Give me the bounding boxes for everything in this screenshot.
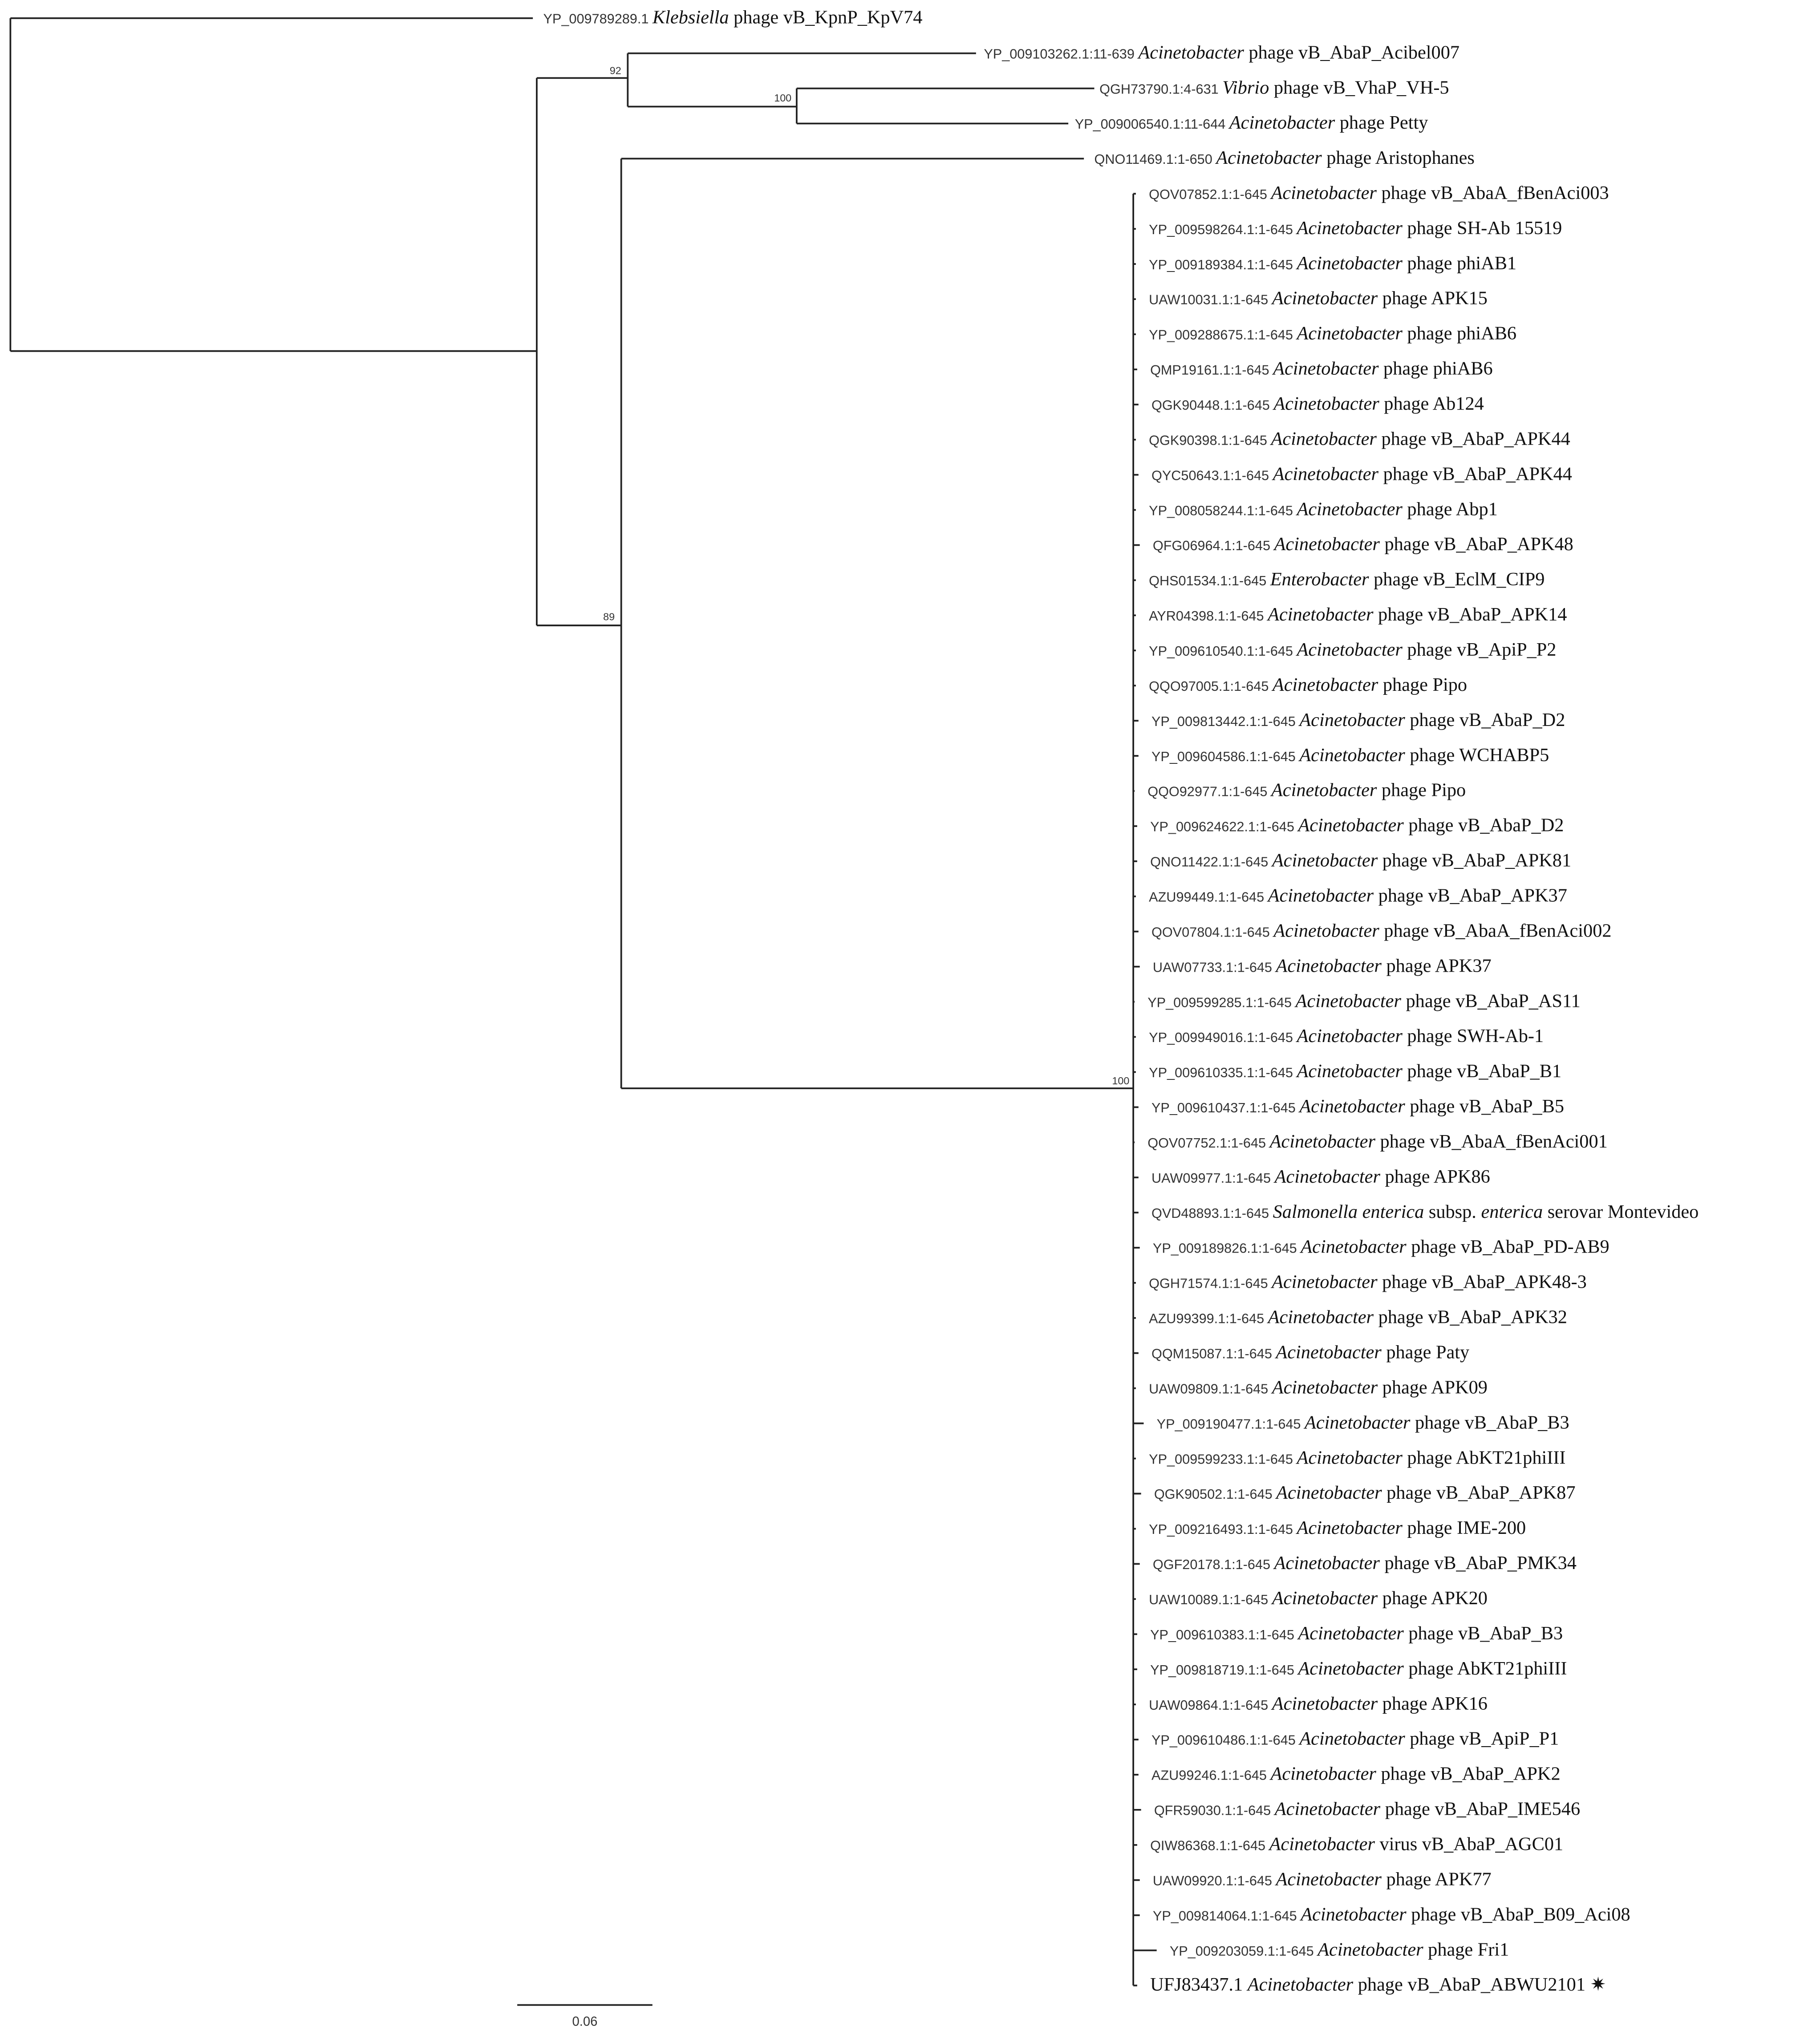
genus-name: Acinetobacter [1274, 1553, 1380, 1574]
subspecies-name: enterica [1481, 1201, 1543, 1222]
organism-name: phage vB_AbaP_B1 [1402, 1061, 1562, 1082]
leaf-label [1149, 1447, 1565, 1468]
genus-name: Acinetobacter [1297, 1061, 1403, 1082]
organism-name: phage Petty [1335, 112, 1428, 134]
leaf-label [1149, 1588, 1488, 1609]
leaf-label [1149, 885, 1567, 906]
genus-name: Vibrio [1222, 77, 1269, 98]
leaf-label [1149, 288, 1488, 309]
leaf-label [1151, 1764, 1561, 1784]
accession-id: YP_009610437.1:1-645 [1151, 1100, 1300, 1116]
genus-name: Acinetobacter [1297, 1447, 1403, 1468]
accession-id: YP_009006540.1:11-644 [1074, 117, 1229, 132]
accession-id: QIW86368.1:1-645 [1150, 1838, 1269, 1853]
genus-name: Acinetobacter [1297, 639, 1403, 660]
leaf-label [1147, 1131, 1608, 1152]
accession-id: UAW07733.1:1-645 [1152, 960, 1276, 975]
leaf-label [1150, 815, 1564, 836]
accession-id: QFR59030.1:1-645 [1154, 1803, 1275, 1818]
genus-name: Acinetobacter [1297, 1517, 1403, 1539]
accession-id: UAW09864.1:1-645 [1149, 1697, 1272, 1713]
accession-id: YP_009203059.1:1-645 [1169, 1943, 1318, 1959]
leaf-ticks [1133, 194, 1157, 1985]
organism-name: phage vB_VhaP_VH-5 [1269, 77, 1449, 98]
accession-id: QQO97005.1:1-645 [1149, 678, 1273, 694]
genus-name: Acinetobacter [1271, 428, 1377, 450]
accession-id: UAW10031.1:1-645 [1149, 292, 1272, 308]
accession-id: AYR04398.1:1-645 [1149, 608, 1268, 624]
accession-id: QOV07804.1:1-645 [1151, 925, 1274, 940]
leaf-label [1153, 955, 1492, 976]
accession-id: QMP19161.1:1-645 [1150, 362, 1273, 378]
genus-name: Acinetobacter [1271, 182, 1377, 203]
leaf-label [1170, 1939, 1509, 1960]
accession-id: QNO11422.1:1-645 [1150, 854, 1272, 870]
genus-name: Acinetobacter [1272, 674, 1378, 695]
organism-name: phage vB_AbaA_fBenAci002 [1379, 920, 1612, 941]
accession-id: YP_009610540.1:1-645 [1149, 643, 1297, 659]
leaf-label [1147, 780, 1466, 801]
bootstrap-100-main: 100 [1112, 1075, 1130, 1087]
leaf-label [1151, 1096, 1564, 1117]
accession-id: YP_009789289.1 [543, 11, 653, 27]
organism-name: phage vB_AbaP_APK2 [1376, 1763, 1561, 1784]
organism-name: phage IME-200 [1402, 1517, 1526, 1539]
accession-id: YP_009813442.1:1-645 [1151, 714, 1300, 729]
organism-name: phage vB_AbaA_fBenAci001 [1375, 1131, 1608, 1152]
organism-name: phage APK86 [1380, 1166, 1490, 1187]
genus-name: Acinetobacter [1274, 534, 1380, 555]
accession-id: QGK90398.1:1-645 [1149, 433, 1271, 448]
accession-id: UAW09920.1:1-645 [1152, 1873, 1276, 1889]
genus-name: Acinetobacter [1305, 1412, 1411, 1433]
leaf-label [1151, 463, 1572, 484]
leaf-labels [543, 7, 1699, 1995]
genus-name: Acinetobacter [1269, 1833, 1375, 1855]
accession-id: UFJ83437.1 [1150, 1974, 1248, 1995]
leaf-label [984, 42, 1459, 63]
accession-id: YP_009610335.1:1-645 [1149, 1065, 1297, 1081]
accession-id: QNO11469.1:1-650 [1094, 152, 1216, 167]
leaf-label [1149, 182, 1609, 203]
leaf-label [1149, 674, 1467, 695]
genus-name: Acinetobacter [1272, 850, 1378, 871]
organism-name: phage SWH-Ab-1 [1402, 1026, 1544, 1047]
genus-name: Acinetobacter [1229, 112, 1335, 134]
organism-name: phage vB_AbaA_fBenAci003 [1376, 182, 1609, 203]
organism-name: phage vB_AbaP_B09_Aci08 [1406, 1904, 1630, 1925]
accession-id: YP_009216493.1:1-645 [1149, 1522, 1297, 1537]
bootstrap-89: 89 [603, 611, 615, 623]
organism-name: phage APK09 [1378, 1377, 1488, 1398]
accession-id: QHS01534.1:1-645 [1149, 573, 1270, 589]
leaf-label [1151, 1166, 1490, 1187]
accession-id: QOV07852.1:1-645 [1149, 187, 1271, 202]
accession-id: UAW09977.1:1-645 [1151, 1170, 1275, 1186]
genus-name: Acinetobacter [1295, 990, 1401, 1012]
organism-name: phage vB_AbaP_APK87 [1382, 1482, 1576, 1504]
leaf-label [1075, 112, 1428, 133]
leaf-label [1149, 639, 1556, 660]
accession-id: YP_009949016.1:1-645 [1149, 1030, 1297, 1046]
scale-bar-label: 0.06 [572, 2015, 598, 2029]
genus-name: Acinetobacter [1298, 1658, 1404, 1679]
accession-id: YP_009288675.1:1-645 [1149, 327, 1297, 343]
organism-name: phage vB_AbaP_APK44 [1376, 428, 1570, 450]
leaf-label [1099, 77, 1449, 98]
leaf-label [1151, 1201, 1699, 1222]
accession-id: AZU99449.1:1-645 [1149, 889, 1268, 905]
accession-id: YP_008058244.1:1-645 [1149, 503, 1297, 519]
leaf-label [1149, 1272, 1587, 1293]
organism-name: phage vB_AbaP_Acibel007 [1244, 42, 1460, 63]
organism-name: phage phiAB6 [1402, 323, 1517, 344]
organism-name: phage Pipo [1377, 779, 1466, 801]
organism-name: phage APK77 [1381, 1869, 1492, 1890]
organism-name: phage APK15 [1378, 288, 1488, 309]
leaf-label [1149, 253, 1516, 274]
genus-name: Acinetobacter [1297, 499, 1403, 520]
leaf-label [1150, 1834, 1563, 1855]
accession-id: YP_009598264.1:1-645 [1149, 222, 1297, 237]
organism-name: phage vB_ApiP_P1 [1405, 1728, 1559, 1749]
genus-name: Acinetobacter [1273, 393, 1379, 414]
genus-name: Acinetobacter [1272, 1377, 1378, 1398]
genus-name: Acinetobacter [1299, 709, 1405, 730]
tree-branches [10, 18, 1133, 2005]
accession-id: YP_009610383.1:1-645 [1150, 1627, 1298, 1642]
organism-name: phage Fri1 [1423, 1939, 1509, 1960]
organism-name: virus vB_AbaP_AGC01 [1374, 1833, 1564, 1855]
leaf-label [1153, 1553, 1577, 1574]
organism-name: phage vB_EclM_CIP9 [1369, 569, 1545, 590]
leaf-label [1151, 745, 1549, 766]
organism-name: phage APK37 [1381, 955, 1492, 977]
organism-name: phage Paty [1381, 1342, 1470, 1363]
accession-id: YP_009604586.1:1-645 [1151, 749, 1300, 764]
organism-name: phage AbKT21phiIII [1402, 1447, 1566, 1468]
accession-id: YP_009189826.1:1-645 [1152, 1241, 1301, 1256]
leaf-label [1153, 534, 1573, 555]
leaf-label [1150, 358, 1493, 379]
genus-name: Enterobacter [1270, 569, 1369, 590]
leaf-label [1157, 1412, 1569, 1433]
genus-name: Acinetobacter [1273, 358, 1379, 379]
leaf-label [1147, 990, 1581, 1011]
genus-name: Acinetobacter [1269, 1131, 1375, 1152]
genus-name: Acinetobacter [1273, 463, 1379, 485]
accession-id: YP_009814064.1:1-645 [1152, 1908, 1301, 1924]
organism-name: phage WCHABP5 [1405, 744, 1549, 766]
leaf-label [1151, 1342, 1469, 1363]
leaf-label [1150, 1974, 1606, 1995]
organism-name: phage APK20 [1378, 1588, 1488, 1609]
leaf-label [543, 7, 922, 28]
genus-name: Acinetobacter [1297, 323, 1403, 344]
accession-id: UAW09809.1:1-645 [1149, 1381, 1272, 1397]
genus-name: Acinetobacter [1276, 1482, 1382, 1504]
genus-name: Acinetobacter [1298, 815, 1404, 836]
accession-id: QGK90448.1:1-645 [1151, 397, 1274, 413]
organism-name: phage vB_AbaP_APK44 [1378, 463, 1572, 485]
accession-id: QQO92977.1:1-645 [1147, 784, 1271, 799]
accession-id: QQM15087.1:1-645 [1151, 1346, 1276, 1362]
organism-name: phage vB_AbaP_IME546 [1380, 1798, 1581, 1820]
organism-name: phage vB_AbaP_B3 [1403, 1622, 1563, 1644]
leaf-label [1149, 569, 1545, 590]
genus-name: Acinetobacter [1301, 1904, 1407, 1925]
bootstrap-92: 92 [609, 65, 621, 77]
leaf-label [1149, 1307, 1567, 1328]
leaf-label [1153, 1237, 1609, 1257]
accession-id: YP_009624622.1:1-645 [1150, 819, 1298, 835]
organism-name: phage vB_KpnP_KpV74 [729, 7, 923, 28]
leaf-label [1149, 1061, 1561, 1082]
accession-id: UAW10089.1:1-645 [1149, 1592, 1272, 1608]
genus-name: Acinetobacter [1297, 252, 1403, 274]
accession-id: YP_009599285.1:1-645 [1147, 995, 1296, 1010]
leaf-label [1095, 147, 1475, 168]
genus-name: Acinetobacter [1272, 288, 1378, 309]
leaf-label [1149, 1026, 1544, 1046]
genus-name: Acinetobacter [1271, 779, 1377, 801]
leaf-label [1153, 1869, 1492, 1890]
organism-name: phage phiAB1 [1402, 252, 1517, 274]
genus-name: Acinetobacter [1299, 744, 1405, 766]
organism-name: phage vB_AbaP_APK32 [1374, 1306, 1567, 1328]
genus-name: Acinetobacter [1299, 1728, 1405, 1749]
leaf-label [1149, 604, 1567, 625]
genus-name: Acinetobacter [1273, 920, 1379, 941]
highlight-star-icon: ✷ [1585, 1974, 1606, 1995]
organism-name: phage vB_AbaP_APK48 [1379, 534, 1573, 555]
genus-name: Acinetobacter [1297, 217, 1403, 239]
organism-name: phage Abp1 [1402, 499, 1498, 520]
organism-name: phage Ab124 [1379, 393, 1484, 414]
accession-id: QOV07752.1:1-645 [1147, 1135, 1270, 1151]
genus-name: Acinetobacter [1276, 1342, 1382, 1363]
leaf-label [1149, 323, 1516, 344]
accession-id: AZU99246.1:1-645 [1151, 1768, 1271, 1783]
accession-id: QYC50643.1:1-645 [1151, 468, 1273, 483]
genus-name: Acinetobacter [1301, 1236, 1407, 1257]
genus-name: Acinetobacter [1247, 1974, 1354, 1995]
leaf-label [1150, 850, 1571, 871]
organism-name: subsp. [1424, 1201, 1481, 1222]
bootstrap-100-vibrio-petty: 100 [774, 92, 792, 104]
leaf-label [1154, 1799, 1580, 1820]
leaf-label [1151, 1728, 1559, 1749]
leaf-label [1151, 710, 1565, 730]
organism-name: phage vB_ApiP_P2 [1402, 639, 1557, 660]
leaf-label [1149, 1517, 1526, 1538]
genus-name: Acinetobacter [1276, 1869, 1382, 1890]
genus-name: Acinetobacter [1274, 1166, 1380, 1187]
genus-name: Acinetobacter [1318, 1939, 1423, 1960]
serovar-name: serovar Montevideo [1543, 1201, 1699, 1222]
accession-id: QGH71574.1:1-645 [1149, 1276, 1272, 1291]
genus-name: Acinetobacter [1272, 1693, 1378, 1714]
genus-name: Acinetobacter [1272, 1588, 1378, 1609]
organism-name: phage phiAB6 [1378, 358, 1493, 379]
organism-name: phage AbKT21phiIII [1403, 1658, 1567, 1679]
accession-id: QVD48893.1:1-645 [1151, 1205, 1273, 1221]
leaf-label [1149, 1377, 1488, 1398]
accession-id: QFG06964.1:1-645 [1152, 538, 1274, 554]
organism-name: phage vB_AbaP_APK81 [1378, 850, 1572, 871]
organism-name: phage Aristophanes [1322, 147, 1475, 169]
organism-name: phage vB_AbaP_D2 [1403, 815, 1564, 836]
organism-name: phage vB_AbaP_D2 [1405, 709, 1565, 730]
organism-name: phage vB_AbaP_PMK34 [1379, 1553, 1577, 1574]
organism-name: phage SH-Ab 15519 [1402, 217, 1562, 239]
leaf-label [1151, 920, 1612, 941]
genus-name: Klebsiella [652, 7, 729, 28]
organism-name: phage vB_AbaP_B5 [1405, 1096, 1565, 1117]
genus-name: Acinetobacter [1270, 1763, 1376, 1784]
accession-id: YP_009189384.1:1-645 [1149, 257, 1297, 272]
genus-name: Acinetobacter [1298, 1622, 1404, 1644]
genus-name: Acinetobacter [1297, 1026, 1403, 1047]
accession-id: YP_009103262.1:11-639 [984, 46, 1139, 62]
accession-id: YP_009818719.1:1-645 [1150, 1662, 1298, 1678]
genus-name: Salmonella enterica [1273, 1201, 1424, 1222]
genus-name: Acinetobacter [1276, 955, 1382, 977]
leaf-label [1153, 1904, 1630, 1925]
leaf-label [1149, 1693, 1488, 1714]
accession-id: QGF20178.1:1-645 [1152, 1557, 1274, 1573]
accession-id: QGH73790.1:4-631 [1099, 81, 1223, 97]
organism-name: phage vB_AbaP_APK37 [1374, 885, 1567, 906]
organism-name: phage vB_AbaP_APK14 [1373, 604, 1567, 625]
organism-name: phage vB_AbaP_AS11 [1401, 990, 1581, 1012]
genus-name: Acinetobacter [1138, 42, 1244, 63]
genus-name: Acinetobacter [1216, 147, 1322, 169]
accession-id: QGK90502.1:1-645 [1154, 1487, 1277, 1502]
genus-name: Acinetobacter [1268, 1306, 1374, 1328]
organism-name: phage Pipo [1378, 674, 1468, 695]
genus-name: Acinetobacter [1268, 885, 1374, 906]
organism-name: phage APK16 [1378, 1693, 1488, 1714]
leaf-label [1149, 218, 1562, 239]
genus-name: Acinetobacter [1272, 1271, 1378, 1293]
genus-name: Acinetobacter [1268, 604, 1374, 625]
accession-id: YP_009610486.1:1-645 [1151, 1732, 1300, 1748]
organism-name: phage vB_AbaP_ABWU2101 [1353, 1974, 1586, 1995]
genus-name: Acinetobacter [1274, 1798, 1381, 1820]
leaf-label [1150, 1623, 1563, 1644]
leaf-label [1149, 428, 1570, 449]
organism-name: phage vB_AbaP_PD-AB9 [1406, 1236, 1609, 1257]
leaf-label [1151, 393, 1484, 414]
accession-id: YP_009190477.1:1-645 [1156, 1416, 1305, 1432]
accession-id: AZU99399.1:1-645 [1149, 1311, 1268, 1326]
leaf-label [1150, 1658, 1567, 1679]
leaf-label [1149, 499, 1498, 519]
leaf-label [1154, 1482, 1576, 1503]
genus-name: Acinetobacter [1299, 1096, 1405, 1117]
organism-name: phage vB_AbaP_B3 [1410, 1412, 1569, 1433]
accession-id: YP_009599233.1:1-645 [1149, 1452, 1297, 1467]
organism-name: phage vB_AbaP_APK48-3 [1377, 1271, 1587, 1293]
